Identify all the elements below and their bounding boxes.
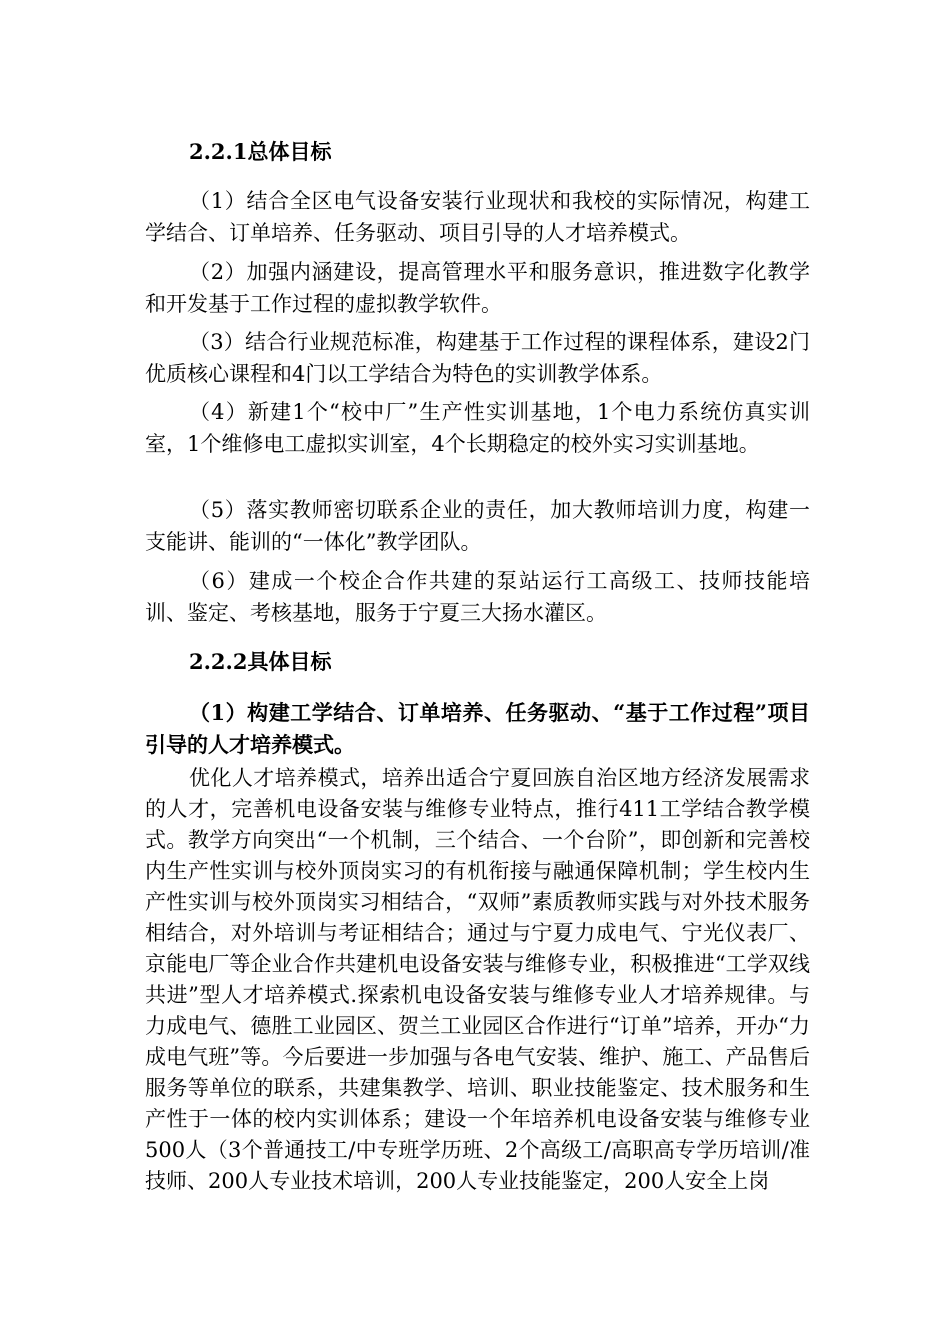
specific-goal-body: 优化人才培养模式，培养出适合宁夏回族自治区地方经济发展需求的人才，完善机电设备安装与维修专业特点，推行411工学结合教学模式。教学方向突出“一个机制，三个结合、一个台阶”，即创新和完善校内生产性实训与校外顶岗实习的有机衔接与融通保障机制；学生校内生产性实训与校外顶岗实习相结合，“双师”素质教师实践与对外技术服务相结合，对外培训与考证相结合；通过与宁夏力成电气、宁光仪表厂、京能电厂等企业合作共建机电设备安装与维修专业，积极推进“工学双线共进”型人才培养模式.探索机电设备安装与维修专业人才培养规律。与力成电气、德胜工业园区、贺兰工业园区合作进行“订单”培养，开办“力成电气班”等。今后要进一步加强与各电气安装、维护、施工、产品售后服务等单位的联系，共建集教学、培训、职业技能鉴定、技术服务和生产性于一体的校内实训体系；建设一个年培养机电设备安装与维修专业500人（3个普通技工/中专班学历班、2个高级工/高职高专学历培训/准技师、200人专业技术培训，200人专业技能鉴定，200人安全上岗	[145, 766, 810, 1193]
goal-item-2: （2）加强内涵建设，提高管理水平和服务意识，推进数字化教学和开发基于工作过程的虚拟教学软件。	[145, 260, 810, 316]
goal-item-3: （3）结合行业规范标准，构建基于工作过程的课程体系，建设2门优质核心课程和4门以工学结合为特色的实训教学体系。	[145, 330, 810, 386]
section-heading-specific-goals: 2.2.2具体目标	[189, 649, 332, 674]
specific-goal-subheading: （1）构建工学结合、订单培养、任务驱动、“基于工作过程”项目引导的人才培养模式。	[145, 700, 810, 757]
section-heading-overall-goals: 2.2.1总体目标	[189, 139, 332, 164]
goal-item-1: （1）结合全区电气设备安装行业现状和我校的实际情况，构建工学结合、订单培养、任务驱动、项目引导的人才培养模式。	[145, 189, 810, 245]
goal-item-4: （4）新建1个“校中厂”生产性实训基地，1个电力系统仿真实训室，1个维修电工虚拟实训室，4个长期稳定的校外实习实训基地。	[145, 400, 810, 456]
goal-item-5: （5）落实教师密切联系企业的责任，加大教师培训力度，构建一支能讲、能训的“一体化”教学团队。	[145, 498, 810, 554]
goal-item-6: （6）建成一个校企合作共建的泵站运行工高级工、技师技能培训、鉴定、考核基地，服务于宁夏三大扬水灌区。	[145, 569, 810, 625]
